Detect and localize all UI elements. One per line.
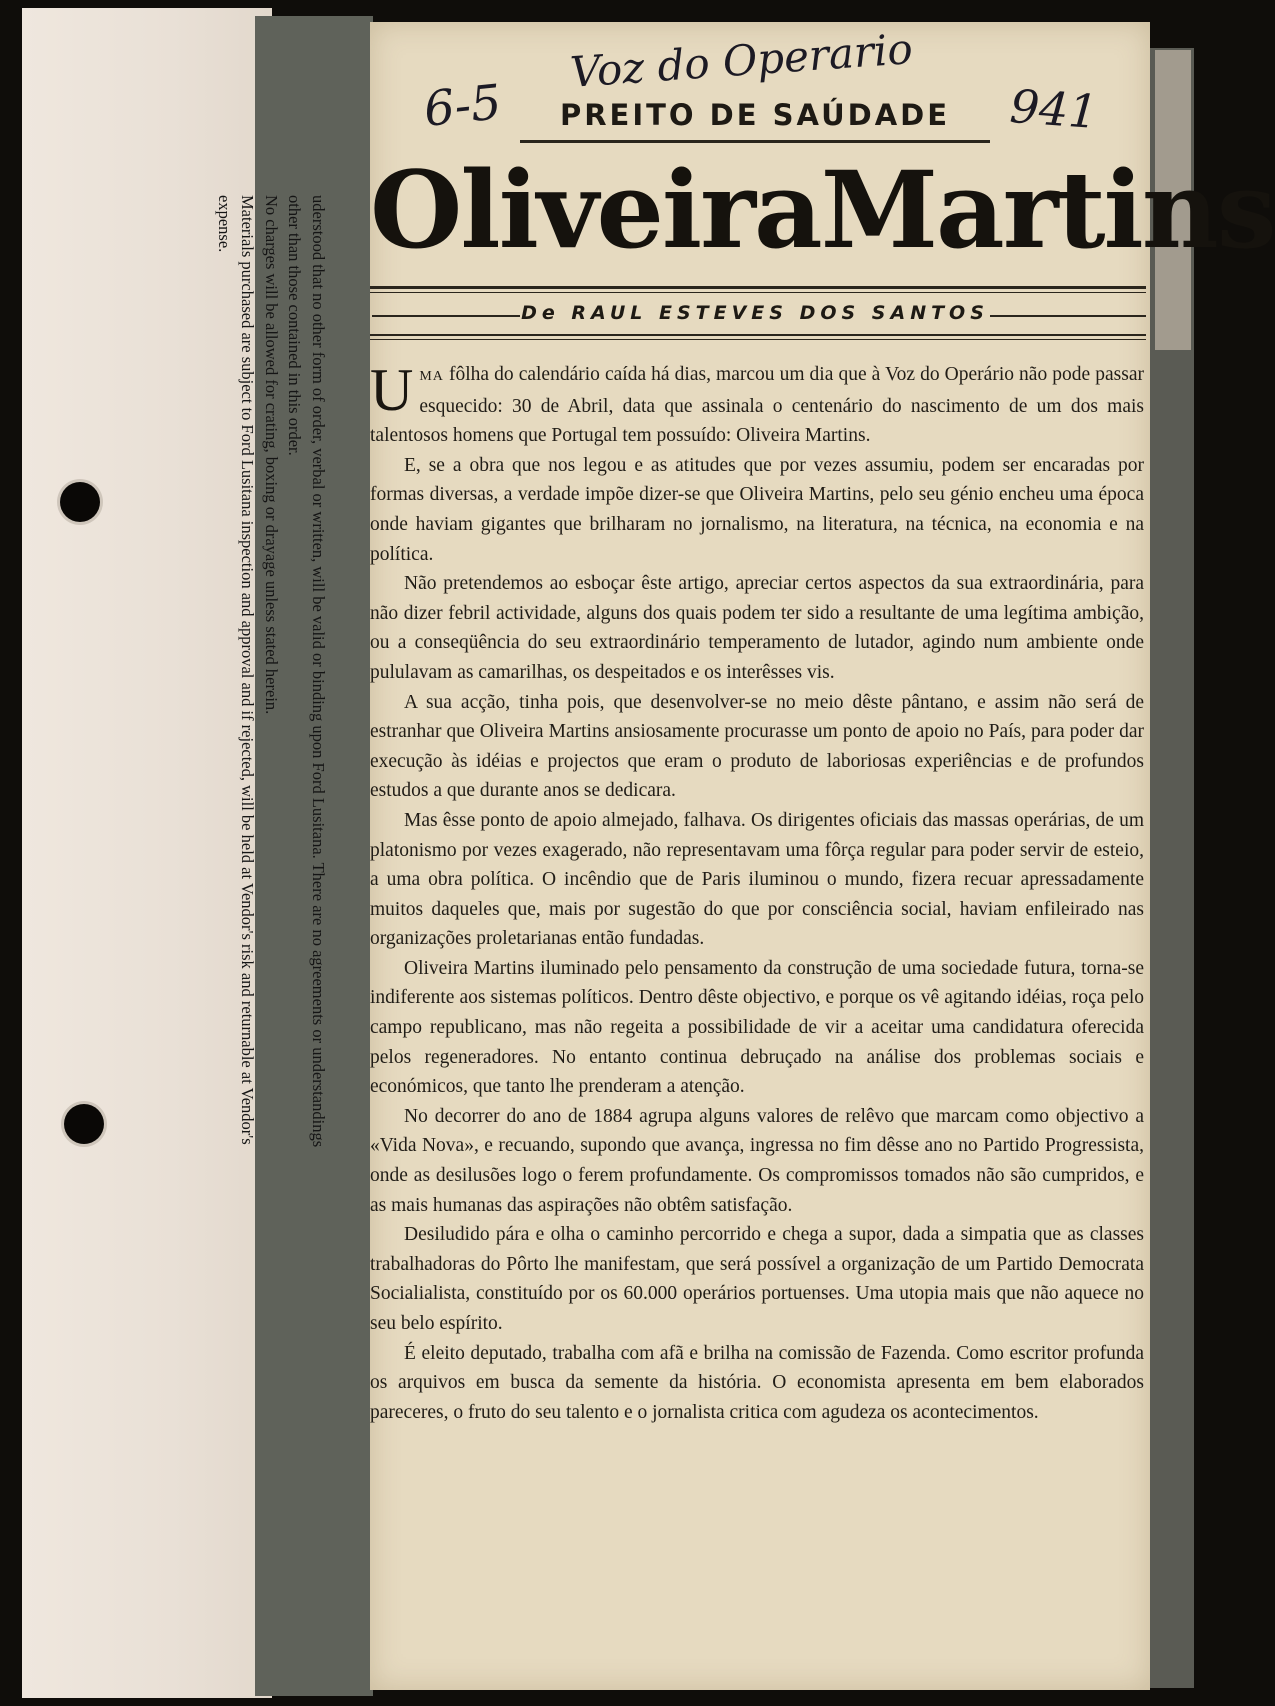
paragraph: E, se a obra que nos legou e as atitudes que por vezes assumiu, podem ser encaradas por formas diversas, a verdade impõe dizer-se que Oliveira Martins, pelo seu génio encheu uma época onde haviam gigantes que brilharam no jornalismo, na literatura, na técnica, na economia e na política. [370, 454, 1144, 565]
byline-rule-right [988, 315, 1146, 317]
rule-thick [370, 286, 1146, 289]
terms-line: other than those contained in this order. [285, 195, 305, 456]
terms-line: Materials purchased are subject to Ford Lusitana inspection and approval and if rejected, will be held at Vendor's risk and returnable at Vendor's [238, 195, 258, 1145]
byline-rule-left [372, 315, 522, 317]
paragraph: Oliveira Martins iluminado pelo pensamento da construção de uma sociedade futura, torna-se indiferente aos sistemas políticos. Dentro dêste objectivo, e porque os vê agitando idéias, roça pelo campo republicano, mas não regeita a possibilidade de vir a aceitar uma candidatura oferecida pelos regeneradores. No entanto continua debruçado na análise dos problemas sociais e económicos, que tanto lhe prenderam a atenção. [370, 957, 1144, 1098]
punch-hole-bottom [64, 1104, 104, 1144]
paragraph: Não pretendemos ao esboçar êste artigo, apreciar certos aspectos da sua extraordinária, para não dizer febril actividade, alguns dos quais podem ter sido a resultante de uma legítima ambição, ou a conseqüência do seu extraordinário temperamento de lutador, agindo num ambiente onde pululavam as camarilhas, os despeitados e os interêsses vis. [370, 573, 1144, 683]
handwritten-number: 941 [1008, 79, 1100, 139]
first-word-rest: MA [419, 369, 444, 384]
terms-line: uderstood that no other form of order, verbal or written, will be valid or binding upon Ford Lusitana. There are no agreements or understandings [309, 195, 328, 1148]
drop-cap: U [370, 357, 414, 423]
kicker-underline [520, 140, 990, 143]
paragraph: Mas êsse ponto de apoio almejado, falhava. Os dirigentes oficiais das massas operárias, de um platonismo por vezes exagerado, não representavam uma fôrça regular para poder servir de esteio, a uma obra política. O incêndio que de Paris iluminou o mundo, fizera recuar apressadamente muitos daqueles que, mais por sugestão do que por consciência social, haviam enfileirado nas organizações proletarianas então fundadas. [370, 809, 1144, 950]
paragraph: No decorrer do ano de 1884 agrupa alguns valores de relêvo que marcam como objectivo a «Vida Nova», e recuando, supondo que avança, ingressa no fim dêsse ano no Partido Progressista, onde as desilusões logo o ferem profundamente. Os compromissos tomados não são cumpridos, e as mais humanas das aspirações não obtêm satisfação. [370, 1105, 1144, 1216]
paragraph [370, 357, 1144, 451]
paragraph: Desiludido pára e olha o caminho percorrido e chega a supor, dada a simpatia que as classes trabalhadoras do Pôrto lhe manifestam, que será possível a organização de um Partido Democrata Socialialista, constituído por os 60.000 operários portuenses. Uma utopia mais que não aquece no seu belo espírito. [370, 1224, 1144, 1334]
rule-thin [370, 292, 1146, 293]
rule-thin-bottom-2 [370, 339, 1146, 340]
order-form-terms [210, 195, 330, 1695]
article-headline [370, 147, 1275, 272]
handwritten-source: Voz do Operario [568, 24, 915, 97]
terms-line: No charges will be allowed for crating, boxing or drayage unless stated herein. [262, 195, 281, 715]
paragraph-text: fôlha do calendário caída há dias, marcou um dia que à Voz do Operário não pode passar esquecido: 30 de Abril, data que assinala o centenário do nascimento de um dos mais talentosos homens que Portugal tem possuído: Oliveira Martins. [370, 364, 1144, 447]
headline-word-1: Oliveira [370, 147, 821, 272]
terms-line: expense. [215, 195, 234, 253]
paragraph: É eleito deputado, trabalha com afã e brilha na comissão de Fazenda. Como escritor profunda os arquivos em busca da semente da história. O economista apresenta em bem elaborados pareceres, o fruto do seu talento e o jornalista critica com agudeza os acontecimentos. [370, 1342, 1144, 1423]
article-body [370, 357, 1144, 1427]
handwritten-date: 6-5 [421, 74, 505, 138]
article-byline: De RAUL ESTEVES DOS SANTOS [521, 302, 989, 324]
paragraph: A sua acção, tinha pois, que desenvolver-se no meio dêste pântano, e assim não será de estranhar que Oliveira Martins ansiosamente procurasse um ponto de apoio no País, para poder dar execução às idéias e projectos que eram o produto de laboriosas experiências e de profundos estudos a que durante anos se dedicara. [370, 691, 1144, 802]
article-kicker: PREITO DE SAÚDADE [559, 98, 951, 132]
headline-word-2: Martins [820, 147, 1275, 272]
rule-thin-bottom [370, 334, 1146, 336]
punch-hole-top [60, 482, 100, 522]
